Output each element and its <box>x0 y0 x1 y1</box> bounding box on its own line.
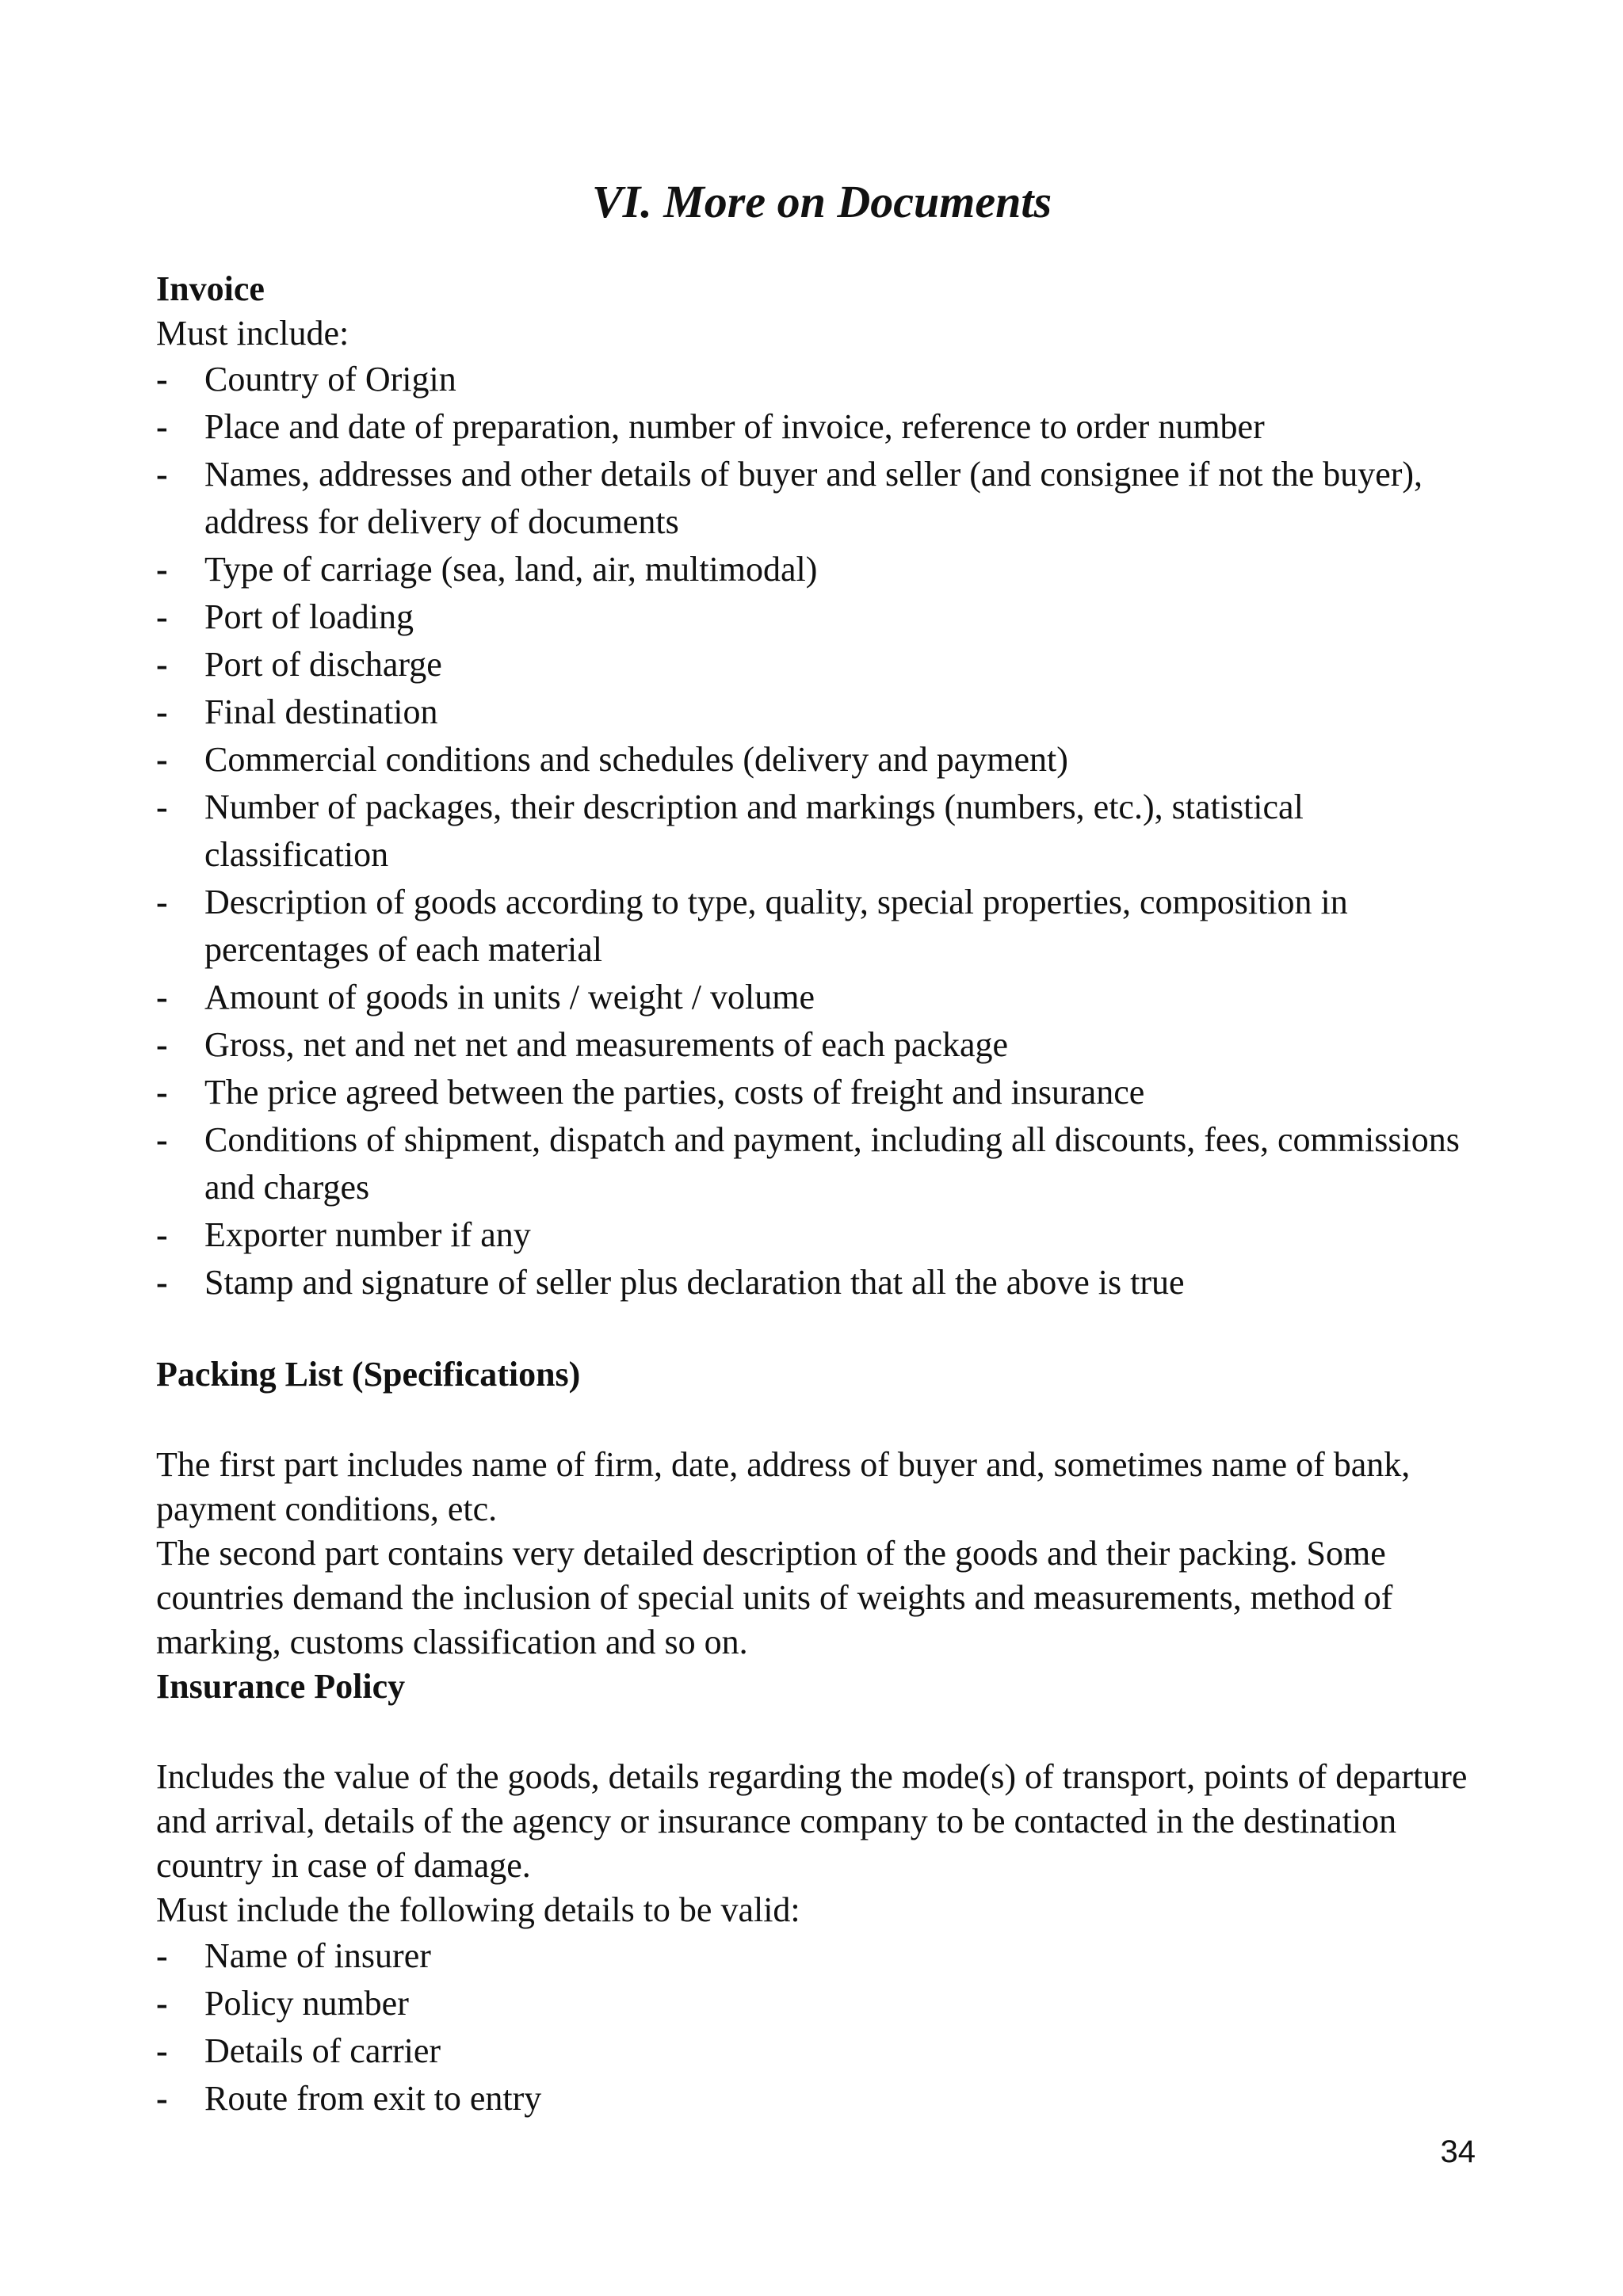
spacer <box>156 1709 1487 1755</box>
dash-marker: - <box>156 692 168 731</box>
invoice-list <box>156 356 1487 1306</box>
list-item-text: The price agreed between the parties, costs of freight and insurance <box>204 1073 1145 1112</box>
dash-marker: - <box>156 883 168 921</box>
list-item-text: Route from exit to entry <box>204 2079 542 2118</box>
dash-marker: - <box>156 455 168 494</box>
dash-marker: - <box>156 407 168 446</box>
insurance-list <box>156 1932 1487 2122</box>
dash-marker: - <box>156 360 168 399</box>
spacer <box>156 1397 1487 1443</box>
list-item <box>156 546 1487 593</box>
list-item <box>156 1211 1487 1259</box>
page-title: VI. More on Documents <box>591 176 1052 227</box>
dash-marker: - <box>156 2079 168 2118</box>
list-item-text: Commercial conditions and schedules (delivery and payment) <box>204 740 1068 779</box>
list-item <box>156 879 1487 974</box>
dash-marker: - <box>156 1984 168 2023</box>
list-item-text: Policy number <box>204 1984 409 2023</box>
list-item <box>156 451 1487 546</box>
list-item <box>156 1980 1487 2027</box>
packing-list-paragraph-2: The second part contains very detailed description of the goods and their packing. Some countries demand the inclusion of special units of weights and measurements, method of marking, customs classification and so on. <box>156 1534 1393 1661</box>
list-item-text: Amount of goods in units / weight / volume <box>204 978 815 1016</box>
list-item <box>156 1069 1487 1116</box>
dash-marker: - <box>156 1263 168 1302</box>
insurance-heading: Insurance Policy <box>156 1667 406 1706</box>
list-item-text: Stamp and signature of seller plus declaration that all the above is true <box>204 1263 1185 1302</box>
list-item-text: Details of carrier <box>204 2031 441 2070</box>
packing-list-section <box>156 1352 1487 1665</box>
list-item-text: Names, addresses and other details of buyer and seller (and consignee if not the buyer), address for delivery of documents <box>204 455 1423 541</box>
list-item <box>156 2027 1487 2075</box>
list-item-text: Conditions of shipment, dispatch and payment, including all discounts, fees, commissions and charges <box>204 1120 1460 1207</box>
list-item-text: Type of carriage (sea, land, air, multimodal) <box>204 550 818 589</box>
list-item-text: Description of goods according to type, quality, special properties, composition in percentages of each material <box>204 883 1348 969</box>
packing-list-heading: Packing List (Specifications) <box>156 1355 581 1394</box>
spacer <box>156 1306 1487 1352</box>
dash-marker: - <box>156 1215 168 1254</box>
list-item <box>156 974 1487 1021</box>
page-content <box>156 170 1487 2122</box>
dash-marker: - <box>156 1936 168 1975</box>
dash-marker: - <box>156 550 168 589</box>
dash-marker: - <box>156 1073 168 1112</box>
page-number: 34 <box>1440 2134 1476 2169</box>
list-item-text: Name of insurer <box>204 1936 431 1975</box>
dash-marker: - <box>156 597 168 636</box>
list-item <box>156 403 1487 451</box>
dash-marker: - <box>156 1120 168 1159</box>
list-item-text: Gross, net and net net and measurements of each package <box>204 1025 1009 1064</box>
list-item <box>156 784 1487 879</box>
list-item <box>156 356 1487 403</box>
dash-marker: - <box>156 978 168 1016</box>
list-item-text: Country of Origin <box>204 360 456 399</box>
insurance-intro: Must include the following details to be valid: <box>156 1890 800 1929</box>
list-item-text: Port of loading <box>204 597 414 636</box>
list-item <box>156 736 1487 784</box>
dash-marker: - <box>156 1025 168 1064</box>
invoice-intro: Must include: <box>156 314 349 353</box>
list-item-text: Number of packages, their description and markings (numbers, etc.), statistical classification <box>204 788 1304 874</box>
list-item <box>156 641 1487 688</box>
insurance-section <box>156 1665 1487 2122</box>
list-item <box>156 1259 1487 1306</box>
invoice-heading: Invoice <box>156 269 265 308</box>
list-item-text: Exporter number if any <box>204 1215 531 1254</box>
dash-marker: - <box>156 740 168 779</box>
insurance-paragraph-1: Includes the value of the goods, details regarding the mode(s) of transport, points of departure and arrival, details of the agency or insurance company to be contacted in the destination country in case of damage. <box>156 1757 1468 1885</box>
invoice-section <box>156 267 1487 1306</box>
packing-list-paragraph-1: The first part includes name of firm, date, address of buyer and, sometimes name of bank, payment conditions, etc. <box>156 1445 1411 1528</box>
dash-marker: - <box>156 788 168 826</box>
list-item <box>156 1021 1487 1069</box>
list-item-text: Final destination <box>204 692 438 731</box>
list-item <box>156 1116 1487 1211</box>
list-item <box>156 688 1487 736</box>
list-item <box>156 593 1487 641</box>
list-item <box>156 2075 1487 2122</box>
list-item-text: Port of discharge <box>204 645 442 684</box>
dash-marker: - <box>156 2031 168 2070</box>
list-item <box>156 1932 1487 1980</box>
dash-marker: - <box>156 645 168 684</box>
list-item-text: Place and date of preparation, number of invoice, reference to order number <box>204 407 1265 446</box>
